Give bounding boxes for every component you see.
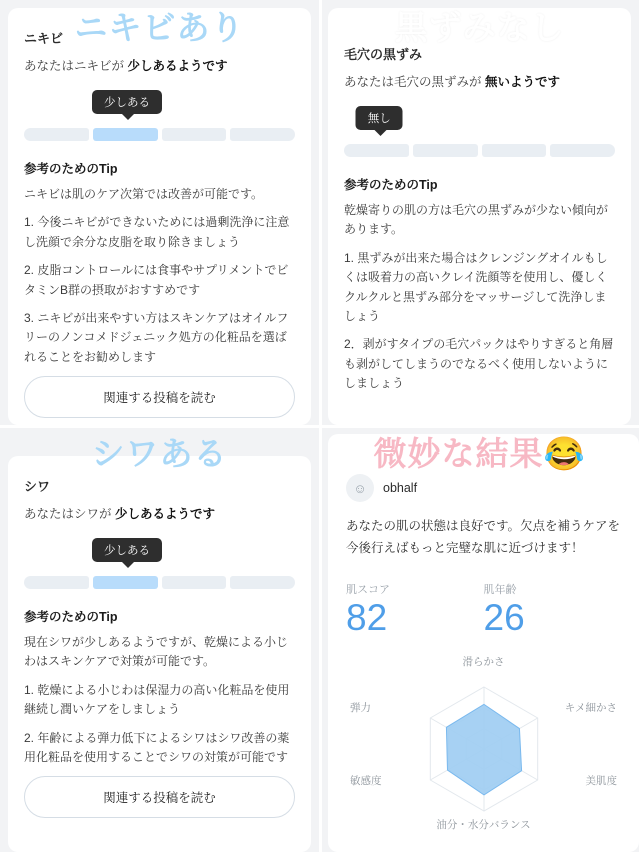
radar-svg <box>404 674 564 824</box>
panel-result <box>320 426 640 853</box>
lead-prefix: あなたはシワが <box>24 507 115 521</box>
panel-title-wrinkle: シワ <box>24 479 51 494</box>
level-bubble-wrinkle: 少しある <box>92 538 162 562</box>
read-related-posts-button-wrinkle[interactable]: 関連する投稿を読む <box>24 776 295 818</box>
tip-item: 3. ニキビが出来やすい方はスキンケアはオイルフリーのノンコメドジェニック処方の化粧品を選ばれることをお勧めします <box>24 310 289 364</box>
bubble-wrap-acne <box>24 90 295 124</box>
level-meter-wrinkle <box>24 576 295 589</box>
tip-title-wrinkle: 参考のためのTip <box>24 609 118 624</box>
meter-segment <box>93 576 158 589</box>
panel-acne <box>0 0 320 426</box>
meter-segment <box>344 144 409 157</box>
tip-item: 1. 乾燥による小じわは保湿力の高い化粧品を使用継続し潤いケアをしましょう <box>24 682 290 717</box>
divider-horizontal <box>0 425 640 428</box>
radar-axis-label: キメ細かさ <box>564 701 617 714</box>
score-label: 肌年齢 <box>483 584 517 596</box>
meter-segment <box>93 128 158 141</box>
tip-item: 1. 今後ニキビができないためには過剰洗浄に注意し洗顔で余分な皮脂を取り除きましょう <box>24 215 290 249</box>
tip-title-acne: 参考のためのTip <box>24 161 118 176</box>
radar-axis-label: 油分・水分バランス <box>436 818 531 831</box>
panel-title-blackhead: 毛穴の黒ずみ <box>344 47 423 62</box>
meter-segment <box>24 128 89 141</box>
level-bubble-acne: 少しある <box>92 90 162 114</box>
panel-lead-acne <box>24 57 295 76</box>
score-row <box>346 581 621 638</box>
radar-axis-label: 弾力 <box>350 701 371 714</box>
radar-axis-label: 美肌度 <box>585 774 617 787</box>
score-value: 82 <box>346 597 388 638</box>
lead-prefix: あなたはニキビが <box>24 59 128 73</box>
bubble-wrap-wrinkle <box>24 538 295 572</box>
lead-prefix: あなたは毛穴の黒ずみが <box>344 75 485 89</box>
meter-segment <box>230 128 295 141</box>
meter-segment <box>162 128 227 141</box>
radar-axis-label: 滑らかさ <box>462 655 505 668</box>
lead-strong: 少しあるようです <box>114 507 215 521</box>
tip-title-blackhead: 参考のためのTip <box>344 177 438 192</box>
overlay-caption-blackhead: 黒ずみなし <box>394 9 565 46</box>
overlay-caption-wrinkle: シワある <box>91 435 228 472</box>
lead-strong: 無いようです <box>484 75 560 89</box>
meter-segment <box>482 144 547 157</box>
meter-segment <box>413 144 478 157</box>
read-related-posts-button-acne[interactable]: 関連する投稿を読む <box>24 376 295 418</box>
score-age <box>484 581 622 638</box>
score-label: 肌スコア <box>346 584 390 596</box>
meter-segment <box>230 576 295 589</box>
face-avatar-icon: ☺ <box>346 474 374 502</box>
result-summary: あなたの肌の状態は良好です。欠点を補うケアを今後行えばもっと完璧な肌に近づけます！ <box>346 519 621 555</box>
bubble-wrap-blackhead <box>344 106 615 140</box>
tip-item: 2. 皮脂コントロールには食事やサプリメントでビタミンB群の摂取がおすすめです <box>24 263 289 297</box>
tip-body-blackhead: 乾燥寄りの肌の方は毛穴の黒ずみが少ない傾向があります。 <box>344 202 609 237</box>
tip-item: 1. 黒ずみが出来た場合はクレンジングオイルもしくは吸着力の高いクレイ洗顔等を使用し、優しくクルクルと黒ずみ部分をマッサージして洗浄しましょう <box>344 250 608 323</box>
user-row <box>346 474 621 502</box>
tip-body-wrinkle: 現在シワが少しあるようですが、乾燥による小じわはスキンケアで対策が可能です。 <box>24 634 289 669</box>
panel-lead-blackhead <box>344 73 615 92</box>
tip-body-acne: ニキビは肌のケア次第では改善が可能です。 <box>24 186 264 201</box>
panel-title-acne: ニキビ <box>24 31 64 46</box>
lead-strong: 少しあるようです <box>127 59 228 73</box>
radar-axis-label: 敏感度 <box>350 774 382 787</box>
meter-segment <box>24 576 89 589</box>
username: obhalf <box>383 481 418 495</box>
level-meter-blackhead <box>344 144 615 157</box>
radar-chart <box>346 654 621 834</box>
overlay-caption-acne: ニキビあり <box>74 9 245 46</box>
level-meter-acne <box>24 128 295 141</box>
level-bubble-blackhead: 無し <box>356 106 403 130</box>
panel-pore-blackhead <box>320 0 640 426</box>
meter-segment <box>550 144 615 157</box>
overlay-caption-result: 微妙な結果😂 <box>373 435 586 472</box>
score-value: 26 <box>483 597 525 638</box>
tip-item: 2．剥がすタイプの毛穴パックはやりすぎると角層も剥がしてしまうのでなるべく使用しないようにしましょう <box>344 337 614 391</box>
panel-wrinkle <box>0 426 320 853</box>
score-skin <box>346 581 484 638</box>
panel-lead-wrinkle <box>24 505 295 524</box>
meter-segment <box>162 576 227 589</box>
tip-item: 2. 年齢による弾力低下によるシワはシワ改善の薬用化粧品を使用することでシワの対策が可能です <box>24 730 290 764</box>
